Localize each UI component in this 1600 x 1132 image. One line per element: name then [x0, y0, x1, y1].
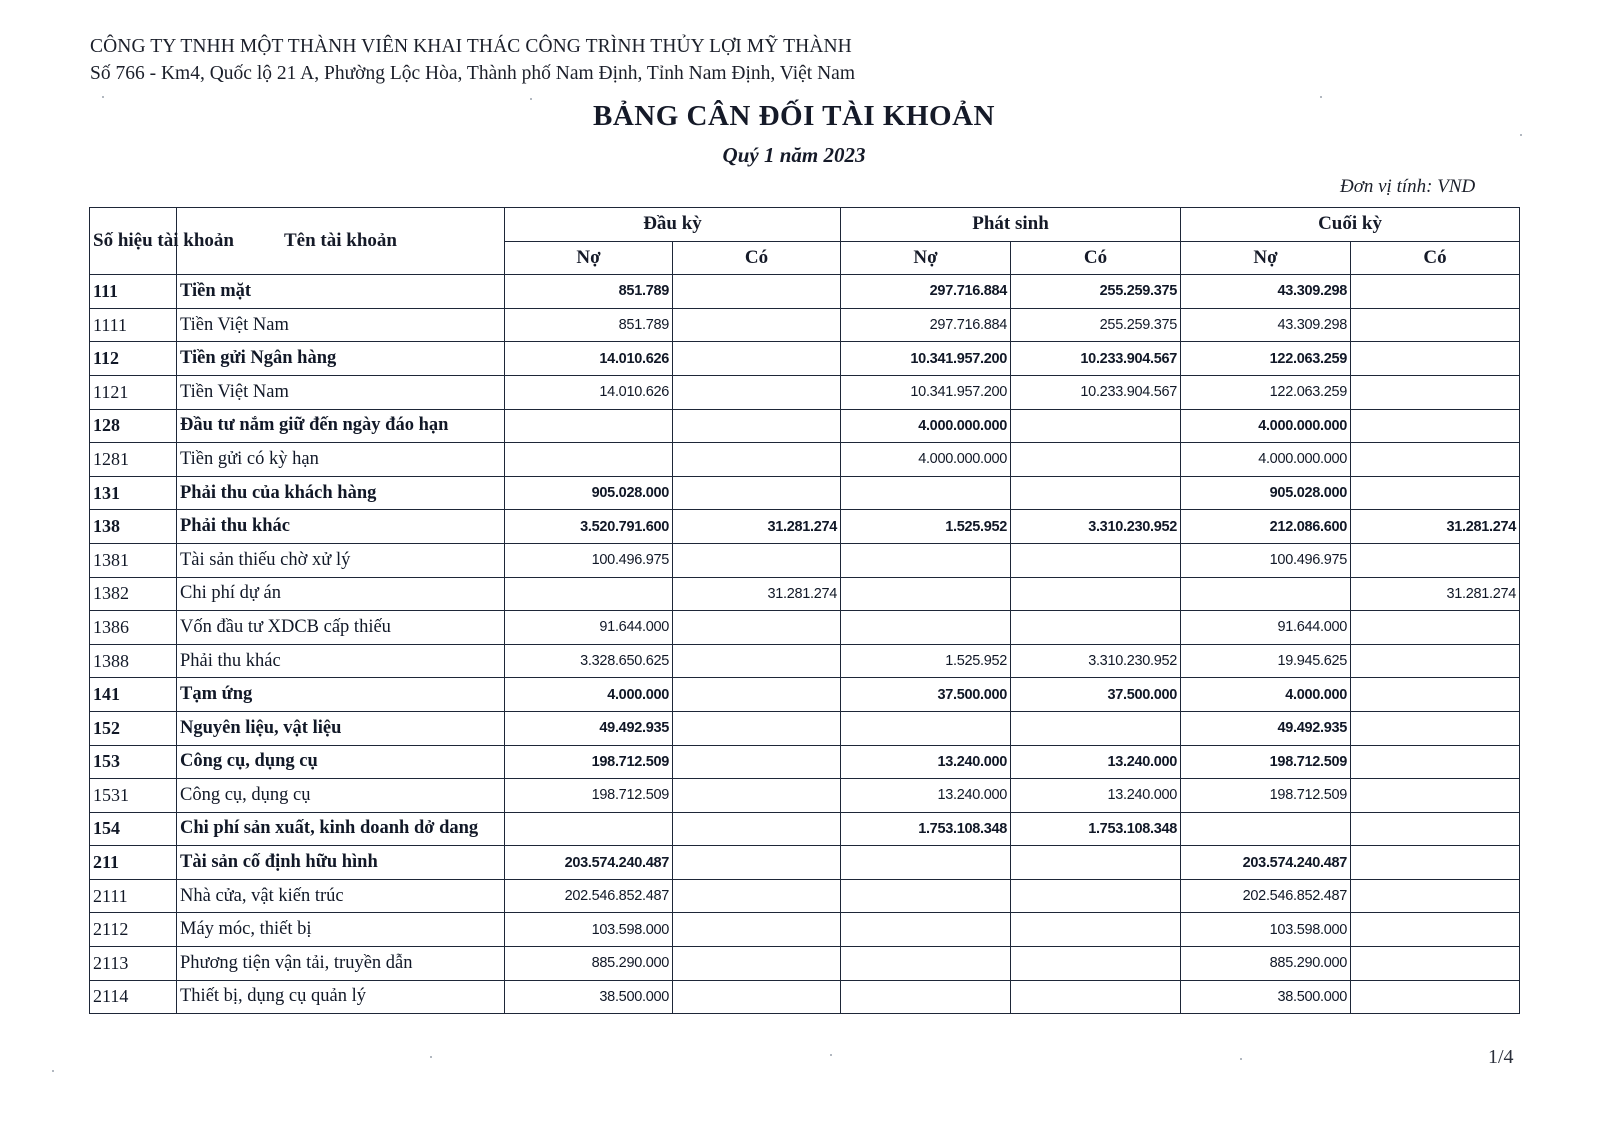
account-name: Tiền mặt — [177, 275, 505, 309]
scan-speck — [1320, 96, 1322, 98]
amount-closing-debit: 49.492.935 — [1181, 711, 1351, 745]
amount-closing-debit: 43.309.298 — [1181, 308, 1351, 342]
account-name: Tạm ứng — [177, 678, 505, 712]
amount-closing-credit: 31.281.274 — [1351, 577, 1520, 611]
account-code: 112 — [90, 342, 177, 376]
amount-movement-credit — [1011, 611, 1181, 645]
amount-movement-debit — [841, 711, 1011, 745]
table-row — [90, 476, 1520, 510]
column-group-movement: Phát sinh — [841, 208, 1181, 242]
column-header-account-name: Tên tài khoản — [177, 208, 505, 275]
account-name: Phương tiện vận tải, truyền dẫn — [177, 947, 505, 981]
amount-opening-credit — [673, 947, 841, 981]
account-name: Tiền gửi có kỳ hạn — [177, 443, 505, 477]
header-row-groups — [90, 208, 1520, 242]
account-code: 1111 — [90, 308, 177, 342]
amount-closing-credit — [1351, 375, 1520, 409]
amount-closing-debit: 905.028.000 — [1181, 476, 1351, 510]
amount-closing-credit — [1351, 913, 1520, 947]
amount-movement-debit — [841, 980, 1011, 1014]
column-header-movement-debit: Nợ — [841, 241, 1011, 275]
table-row — [90, 644, 1520, 678]
account-name: Tiền Việt Nam — [177, 308, 505, 342]
amount-opening-credit — [673, 913, 841, 947]
currency-unit: Đơn vị tính: VND — [1340, 176, 1476, 197]
amount-opening-debit: 198.712.509 — [505, 745, 673, 779]
table-row — [90, 611, 1520, 645]
trial-balance-table — [89, 207, 1520, 1014]
table-row — [90, 275, 1520, 309]
amount-movement-credit — [1011, 913, 1181, 947]
account-code: 1382 — [90, 577, 177, 611]
amount-movement-debit — [841, 476, 1011, 510]
amount-movement-credit — [1011, 409, 1181, 443]
amount-closing-credit — [1351, 879, 1520, 913]
amount-opening-credit — [673, 476, 841, 510]
account-name: Công cụ, dụng cụ — [177, 745, 505, 779]
account-name: Phải thu khác — [177, 510, 505, 544]
amount-closing-credit — [1351, 476, 1520, 510]
amount-movement-debit — [841, 611, 1011, 645]
amount-movement-debit: 4.000.000.000 — [841, 443, 1011, 477]
amount-movement-credit — [1011, 443, 1181, 477]
amount-closing-debit: 38.500.000 — [1181, 980, 1351, 1014]
amount-opening-debit: 100.496.975 — [505, 543, 673, 577]
amount-opening-debit — [505, 409, 673, 443]
amount-movement-debit: 4.000.000.000 — [841, 409, 1011, 443]
account-code: 211 — [90, 846, 177, 880]
amount-movement-debit: 1.753.108.348 — [841, 812, 1011, 846]
column-header-closing-debit: Nợ — [1181, 241, 1351, 275]
amount-opening-debit: 3.328.650.625 — [505, 644, 673, 678]
amount-closing-credit — [1351, 812, 1520, 846]
table-row — [90, 879, 1520, 913]
amount-closing-debit: 4.000.000.000 — [1181, 443, 1351, 477]
table-row — [90, 812, 1520, 846]
account-name: Tiền gửi Ngân hàng — [177, 342, 505, 376]
amount-opening-debit — [505, 577, 673, 611]
amount-movement-debit: 13.240.000 — [841, 745, 1011, 779]
scan-speck — [830, 1054, 832, 1056]
amount-opening-debit: 905.028.000 — [505, 476, 673, 510]
column-header-opening-debit: Nợ — [505, 241, 673, 275]
column-group-closing: Cuối kỳ — [1181, 208, 1520, 242]
amount-movement-debit: 10.341.957.200 — [841, 342, 1011, 376]
amount-closing-debit — [1181, 812, 1351, 846]
account-name: Tài sản thiếu chờ xử lý — [177, 543, 505, 577]
amount-closing-debit: 19.945.625 — [1181, 644, 1351, 678]
amount-closing-credit: 31.281.274 — [1351, 510, 1520, 544]
amount-movement-credit — [1011, 947, 1181, 981]
amount-closing-credit — [1351, 846, 1520, 880]
scan-speck — [530, 98, 532, 100]
account-code: 111 — [90, 275, 177, 309]
amount-opening-debit: 203.574.240.487 — [505, 846, 673, 880]
account-name: Tiền Việt Nam — [177, 375, 505, 409]
amount-closing-debit: 212.086.600 — [1181, 510, 1351, 544]
amount-movement-debit: 10.341.957.200 — [841, 375, 1011, 409]
amount-movement-credit: 10.233.904.567 — [1011, 375, 1181, 409]
table-row — [90, 846, 1520, 880]
table-header — [90, 208, 1520, 275]
amount-closing-credit — [1351, 644, 1520, 678]
amount-movement-credit — [1011, 879, 1181, 913]
page-number: 1/4 — [1488, 1046, 1514, 1068]
amount-movement-debit: 1.525.952 — [841, 644, 1011, 678]
amount-movement-debit — [841, 577, 1011, 611]
account-name: Máy móc, thiết bị — [177, 913, 505, 947]
table-row — [90, 745, 1520, 779]
account-name: Công cụ, dụng cụ — [177, 779, 505, 813]
document-title — [0, 100, 1600, 133]
amount-opening-credit — [673, 308, 841, 342]
table-row — [90, 913, 1520, 947]
table-row — [90, 443, 1520, 477]
table-row — [90, 543, 1520, 577]
amount-closing-credit — [1351, 947, 1520, 981]
amount-closing-credit — [1351, 678, 1520, 712]
account-code: 153 — [90, 745, 177, 779]
amount-closing-debit: 885.290.000 — [1181, 947, 1351, 981]
amount-closing-debit: 203.574.240.487 — [1181, 846, 1351, 880]
table-row — [90, 947, 1520, 981]
amount-movement-credit: 37.500.000 — [1011, 678, 1181, 712]
account-code: 2112 — [90, 913, 177, 947]
amount-opening-credit — [673, 678, 841, 712]
amount-closing-credit — [1351, 543, 1520, 577]
account-code: 1381 — [90, 543, 177, 577]
amount-closing-credit — [1351, 308, 1520, 342]
amount-closing-credit — [1351, 443, 1520, 477]
amount-opening-credit — [673, 275, 841, 309]
company-address: Số 766 - Km4, Quốc lộ 21 A, Phường Lộc Hòa, Thành phố Nam Định, Tỉnh Nam Định, Việt Nam — [90, 63, 855, 84]
amount-closing-credit — [1351, 779, 1520, 813]
amount-opening-credit — [673, 409, 841, 443]
account-name: Chi phí sản xuất, kinh doanh dở dang — [177, 812, 505, 846]
account-name: Thiết bị, dụng cụ quản lý — [177, 980, 505, 1014]
amount-movement-credit — [1011, 577, 1181, 611]
account-code: 1388 — [90, 644, 177, 678]
amount-opening-debit: 885.290.000 — [505, 947, 673, 981]
amount-closing-debit: 91.644.000 — [1181, 611, 1351, 645]
amount-movement-credit — [1011, 980, 1181, 1014]
amount-closing-credit — [1351, 409, 1520, 443]
table-row — [90, 409, 1520, 443]
amount-movement-debit: 37.500.000 — [841, 678, 1011, 712]
amount-closing-debit: 100.496.975 — [1181, 543, 1351, 577]
amount-opening-credit: 31.281.274 — [673, 510, 841, 544]
amount-movement-debit — [841, 913, 1011, 947]
account-code: 1121 — [90, 375, 177, 409]
account-code: 154 — [90, 812, 177, 846]
amount-opening-credit: 31.281.274 — [673, 577, 841, 611]
column-group-opening: Đầu kỳ — [505, 208, 841, 242]
amount-movement-credit: 13.240.000 — [1011, 779, 1181, 813]
amount-opening-debit: 91.644.000 — [505, 611, 673, 645]
amount-opening-credit — [673, 812, 841, 846]
amount-closing-debit: 198.712.509 — [1181, 745, 1351, 779]
account-code: 128 — [90, 409, 177, 443]
amount-closing-debit: 43.309.298 — [1181, 275, 1351, 309]
scan-speck — [430, 1056, 432, 1058]
amount-opening-debit — [505, 812, 673, 846]
amount-opening-credit — [673, 375, 841, 409]
amount-movement-debit: 13.240.000 — [841, 779, 1011, 813]
amount-movement-credit: 255.259.375 — [1011, 275, 1181, 309]
table-row — [90, 577, 1520, 611]
amount-movement-debit: 1.525.952 — [841, 510, 1011, 544]
amount-movement-credit: 13.240.000 — [1011, 745, 1181, 779]
amount-closing-credit — [1351, 711, 1520, 745]
account-code: 152 — [90, 711, 177, 745]
amount-opening-credit — [673, 711, 841, 745]
amount-closing-debit: 4.000.000.000 — [1181, 409, 1351, 443]
amount-closing-credit — [1351, 980, 1520, 1014]
column-header-closing-credit: Có — [1351, 241, 1520, 275]
scan-speck — [1520, 134, 1522, 136]
table-row — [90, 980, 1520, 1014]
amount-closing-debit: 103.598.000 — [1181, 913, 1351, 947]
amount-opening-credit — [673, 543, 841, 577]
amount-closing-credit — [1351, 611, 1520, 645]
amount-movement-debit — [841, 846, 1011, 880]
amount-closing-credit — [1351, 745, 1520, 779]
amount-opening-credit — [673, 745, 841, 779]
amount-closing-debit: 122.063.259 — [1181, 375, 1351, 409]
scan-speck — [1240, 1058, 1242, 1060]
amount-closing-credit — [1351, 342, 1520, 376]
amount-movement-credit — [1011, 543, 1181, 577]
amount-opening-debit: 14.010.626 — [505, 342, 673, 376]
amount-opening-credit — [673, 879, 841, 913]
account-name: Phải thu của khách hàng — [177, 476, 505, 510]
amount-opening-debit: 198.712.509 — [505, 779, 673, 813]
amount-movement-credit — [1011, 711, 1181, 745]
amount-movement-debit: 297.716.884 — [841, 275, 1011, 309]
account-code: 2113 — [90, 947, 177, 981]
report-period-text: Quý 1 năm 2023 — [722, 143, 866, 167]
amount-closing-debit — [1181, 577, 1351, 611]
column-header-account-no: Số hiệu tài khoản — [90, 208, 177, 275]
amount-movement-credit: 1.753.108.348 — [1011, 812, 1181, 846]
amount-movement-debit: 297.716.884 — [841, 308, 1011, 342]
amount-opening-credit — [673, 611, 841, 645]
account-code: 141 — [90, 678, 177, 712]
company-name: CÔNG TY TNHH MỘT THÀNH VIÊN KHAI THÁC CÔNG TRÌNH THỦY LỢI MỸ THÀNH — [90, 36, 852, 57]
amount-opening-debit: 4.000.000 — [505, 678, 673, 712]
table-row — [90, 308, 1520, 342]
amount-opening-credit — [673, 980, 841, 1014]
amount-opening-debit: 202.546.852.487 — [505, 879, 673, 913]
amount-opening-debit: 851.789 — [505, 275, 673, 309]
amount-opening-debit — [505, 443, 673, 477]
table-row — [90, 510, 1520, 544]
amount-opening-debit: 14.010.626 — [505, 375, 673, 409]
scan-speck — [52, 1070, 54, 1072]
account-name: Tài sản cố định hữu hình — [177, 846, 505, 880]
document-title-text: BẢNG CÂN ĐỐI TÀI KHOẢN — [592, 100, 995, 132]
amount-closing-debit: 198.712.509 — [1181, 779, 1351, 813]
account-name: Chi phí dự án — [177, 577, 505, 611]
amount-opening-debit: 3.520.791.600 — [505, 510, 673, 544]
amount-movement-debit — [841, 879, 1011, 913]
amount-movement-credit: 3.310.230.952 — [1011, 644, 1181, 678]
table-row — [90, 779, 1520, 813]
account-name: Vốn đầu tư XDCB cấp thiếu — [177, 611, 505, 645]
table-body — [90, 275, 1520, 1014]
amount-opening-credit — [673, 846, 841, 880]
account-code: 131 — [90, 476, 177, 510]
amount-opening-credit — [673, 779, 841, 813]
column-header-movement-credit: Có — [1011, 241, 1181, 275]
table-row — [90, 375, 1520, 409]
table-row — [90, 678, 1520, 712]
amount-movement-debit — [841, 543, 1011, 577]
account-code: 1531 — [90, 779, 177, 813]
table-row — [90, 711, 1520, 745]
account-name: Đầu tư nắm giữ đến ngày đáo hạn — [177, 409, 505, 443]
amount-movement-credit — [1011, 846, 1181, 880]
amount-opening-credit — [673, 644, 841, 678]
amount-opening-credit — [673, 443, 841, 477]
amount-opening-credit — [673, 342, 841, 376]
table-row — [90, 342, 1520, 376]
amount-opening-debit: 49.492.935 — [505, 711, 673, 745]
account-name: Phải thu khác — [177, 644, 505, 678]
amount-opening-debit: 38.500.000 — [505, 980, 673, 1014]
amount-closing-debit: 4.000.000 — [1181, 678, 1351, 712]
account-code: 138 — [90, 510, 177, 544]
amount-movement-credit: 3.310.230.952 — [1011, 510, 1181, 544]
account-name: Nguyên liệu, vật liệu — [177, 711, 505, 745]
amount-closing-debit: 202.546.852.487 — [1181, 879, 1351, 913]
account-code: 1281 — [90, 443, 177, 477]
amount-movement-debit — [841, 947, 1011, 981]
account-code: 1386 — [90, 611, 177, 645]
report-period — [0, 143, 1600, 168]
amount-opening-debit: 851.789 — [505, 308, 673, 342]
amount-closing-credit — [1351, 275, 1520, 309]
account-code: 2114 — [90, 980, 177, 1014]
account-name: Nhà cửa, vật kiến trúc — [177, 879, 505, 913]
amount-closing-debit: 122.063.259 — [1181, 342, 1351, 376]
amount-movement-credit — [1011, 476, 1181, 510]
amount-movement-credit: 255.259.375 — [1011, 308, 1181, 342]
account-code: 2111 — [90, 879, 177, 913]
amount-opening-debit: 103.598.000 — [505, 913, 673, 947]
column-header-opening-credit: Có — [673, 241, 841, 275]
amount-movement-credit: 10.233.904.567 — [1011, 342, 1181, 376]
scan-speck — [102, 96, 104, 98]
